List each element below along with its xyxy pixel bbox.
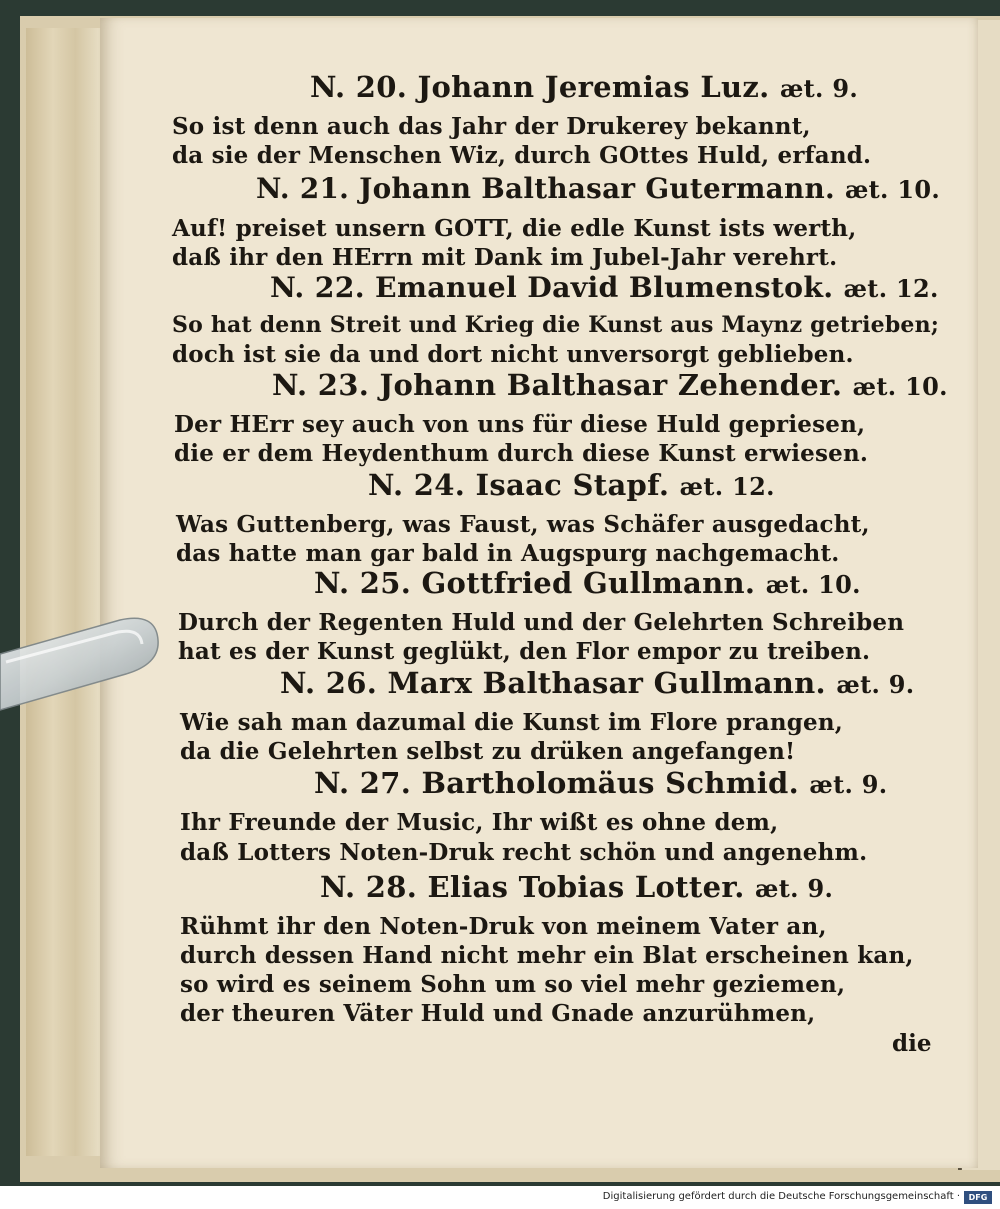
verse-line: das hatte man gar bald in Augspurg nachgemacht. [176,540,840,567]
verse-line: durch dessen Hand nicht mehr ein Blat erscheinen kan, [180,942,914,969]
verse-line: daß ihr den HErrn mit Dank im Jubel-Jahr verehrt. [172,244,838,271]
footer-bar [0,1186,1000,1209]
entry-heading: N. 26. Marx Balthasar Gullmann. æt. 9. [280,666,915,700]
verse-line: So hat denn Streit und Krieg die Kunst aus Maynz getrieben; [172,312,940,338]
verse-line: so wird es seinem Sohn um so viel mehr geziemen, [180,971,846,998]
entry-heading: N. 22. Emanuel David Blumenstok. æt. 12. [270,270,939,304]
entry-heading: N. 25. Gottfried Gullmann. æt. 10. [314,566,861,600]
entry-heading: N. 23. Johann Balthasar Zehender. æt. 10. [272,368,948,402]
verse-line: der theuren Väter Huld und Gnade anzurühmen, [180,1000,816,1027]
catchword: die [892,1030,932,1057]
paper-clip-holder-icon [0,612,160,722]
verse-line: Auf! preiset unsern GOTT, die edle Kunst ists werth, [172,215,857,242]
book-page [100,18,978,1168]
verse-line: Wie sah man dazumal die Kunst im Flore prangen, [180,709,843,736]
dfg-logo: DFG [964,1191,992,1204]
verse-line: daß Lotters Noten-Druk recht schön und angenehm. [180,839,868,866]
verse-line: da sie der Menschen Wiz, durch GOttes Huld, erfand. [172,142,872,169]
entry-heading: N. 20. Johann Jeremias Luz. æt. 9. [310,70,859,104]
verse-line: Durch der Regenten Huld und der Gelehrten Schreiben [178,609,905,636]
entry-heading: N. 28. Elias Tobias Lotter. æt. 9. [320,870,834,904]
verse-line: da die Gelehrten selbst zu drüken angefangen! [180,738,796,765]
verse-line: Rühmt ihr den Noten-Druk von meinem Vater an, [180,913,827,940]
entry-heading: N. 21. Johann Balthasar Gutermann. æt. 10. [256,172,941,205]
verse-line: doch ist sie da und dort nicht unversorgt geblieben. [172,341,854,368]
verse-line: So ist denn auch das Jahr der Drukerey bekannt, [172,113,811,140]
verse-line: Ihr Freunde der Music, Ihr wißt es ohne dem, [180,809,779,836]
verse-line: die er dem Heydenthum durch diese Kunst erwiesen. [174,440,869,467]
verse-line: Was Guttenberg, was Faust, was Schäfer ausgedacht, [176,511,870,538]
entry-heading: N. 24. Isaac Stapf. æt. 12. [368,468,775,502]
entry-heading: N. 27. Bartholomäus Schmid. æt. 9. [314,766,888,800]
verse-line: Der HErr sey auch von uns für diese Huld gepriesen, [174,411,866,438]
funding-note: Digitalisierung gefördert durch die Deutsche Forschungsgemeinschaft · [602,1191,960,1202]
verse-line: hat es der Kunst geglükt, den Flor empor zu treiben. [178,638,871,665]
